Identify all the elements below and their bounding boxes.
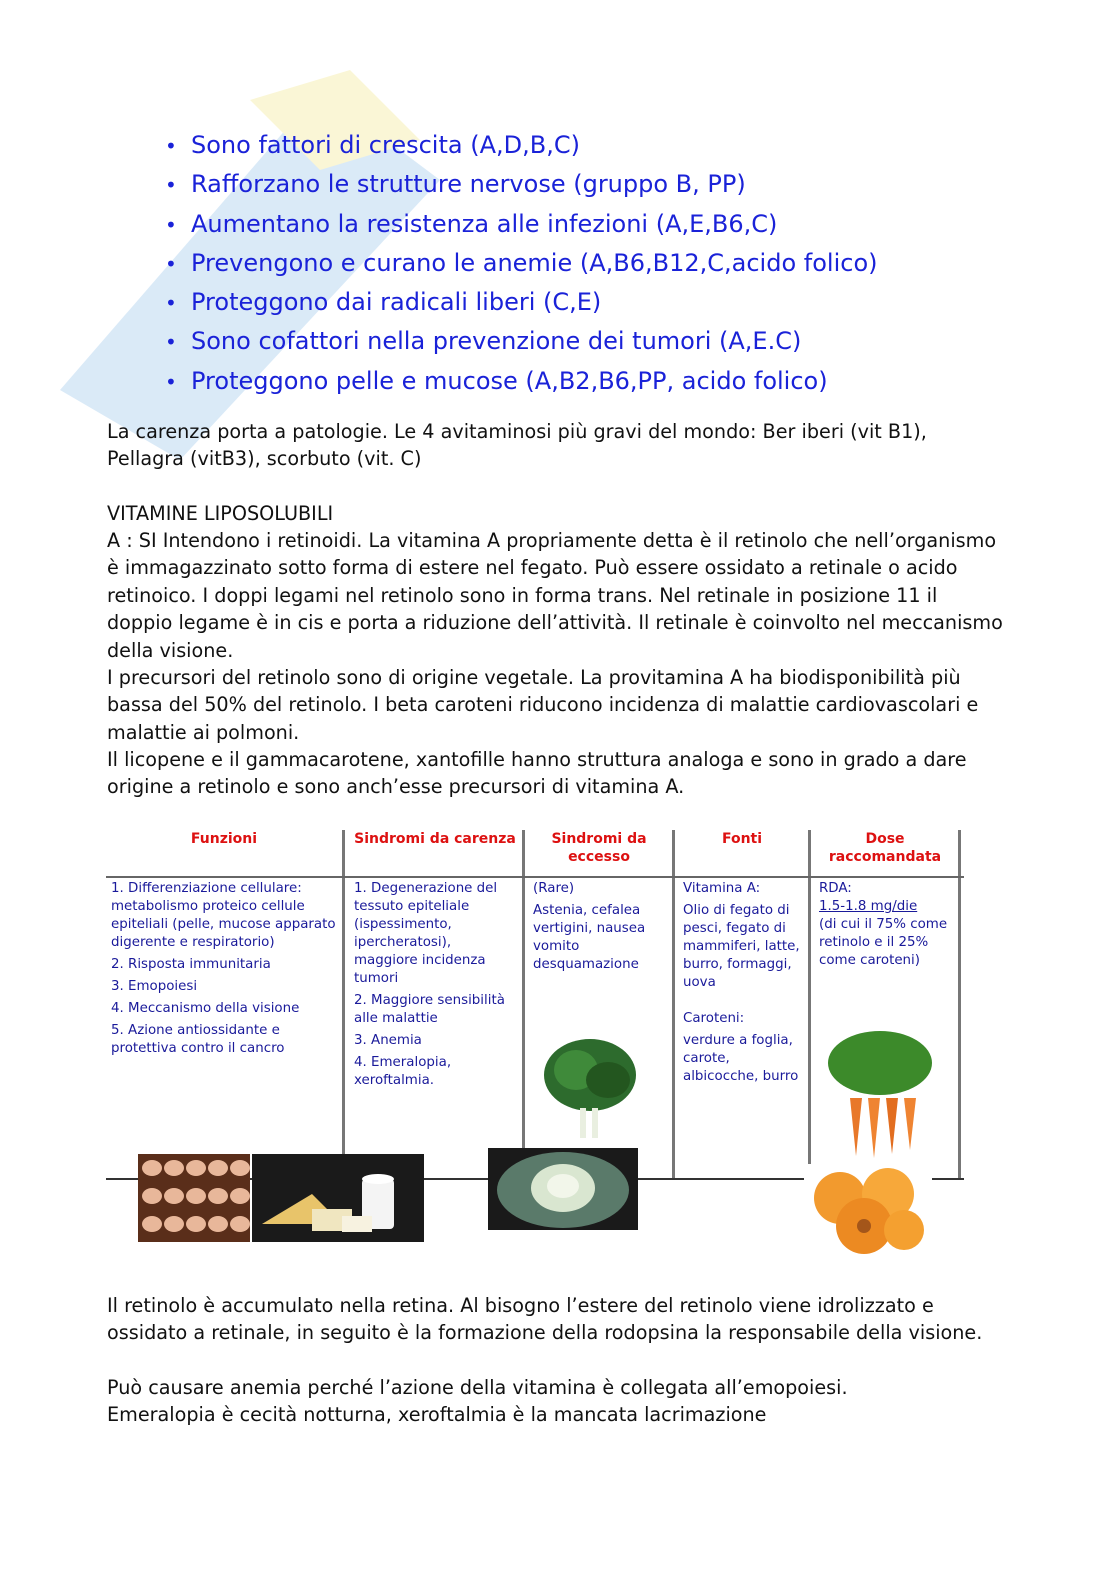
- bullet-dot: •: [165, 251, 177, 276]
- dose-item: 1.5-1.8 mg/die: [819, 899, 918, 914]
- column-divider: [672, 830, 675, 1180]
- funzioni-item: 2. Risposta immunitaria: [111, 957, 271, 972]
- precursors-paragraph: I precursori del retinolo sono di origine vegetale. La provitamina A ha biodisponibilità più bassa del 50% del retinolo. I beta caroteni riducono incidenza di malattie cardiovascolari e malattie ai polmoni.: [107, 666, 979, 744]
- eccesso-item: (Rare): [533, 881, 575, 896]
- bullet-item: [165, 362, 877, 401]
- bullet-text: Proteggono dai radicali liberi (C,E): [191, 288, 602, 317]
- fonti-item: verdure a foglia, carote, albicocche, burro: [683, 1033, 799, 1084]
- cell-fonti: [683, 880, 805, 1090]
- bullet-dot: •: [165, 212, 177, 237]
- bullet-item: [165, 322, 877, 361]
- bullet-dot: •: [165, 369, 177, 394]
- funzioni-item: 1. Differenziazione cellulare: metabolismo proteico cellule epiteliali (pelle, mucose apparato digerente e respiratorio): [111, 881, 336, 950]
- bullet-text: Sono cofattori nella prevenzione dei tumori (A,E.C): [191, 327, 802, 356]
- anemia-paragraph: Può causare anemia perché l’azione della vitamina è collegata all’emopoiesi.: [107, 1376, 848, 1399]
- bullet-text: Proteggono pelle e mucose (A,B2,B6,PP, acido folico): [191, 366, 828, 395]
- emeralopia-paragraph: Emeralopia è cecità notturna, xeroftalmia è la mancata lacrimazione: [107, 1403, 767, 1426]
- funzioni-item: 5. Azione antiossidante e protettiva contro il cancro: [111, 1023, 285, 1056]
- lycopene-paragraph: Il licopene e il gammacarotene, xantofille hanno struttura analoga e sono in grado a dare origine a retinolo e sono anch’esse precursori di vitamina A.: [107, 748, 967, 799]
- dose-item: RDA:: [819, 881, 852, 896]
- bullet-text: Rafforzano le strutture nervose (gruppo B, PP): [191, 170, 746, 199]
- vitamin-benefits-list: [165, 126, 877, 401]
- eccesso-item: Astenia, cefalea vertigini, nausea vomito desquamazione: [533, 903, 646, 972]
- bullet-dot: •: [165, 330, 177, 355]
- header-dose: Dose raccomandata: [828, 831, 942, 865]
- carenza-item: 3. Anemia: [354, 1033, 422, 1048]
- bullet-dot: •: [165, 173, 177, 198]
- column-divider: [342, 830, 345, 1180]
- column-divider: [958, 830, 961, 1180]
- column-divider: [808, 830, 811, 1180]
- bullet-text: Aumentano la resistenza alle infezioni (A,E,B6,C): [191, 209, 778, 238]
- header-eccesso: Sindromi da eccesso: [551, 831, 647, 865]
- eggs-image: [138, 1154, 250, 1242]
- bullet-item: [165, 244, 877, 283]
- dairy-image: [252, 1154, 424, 1242]
- vitamin-a-paragraph: A : SI Intendono i retinoidi. La vitamina A propriamente detta è il retinolo che nell’organismo è immagazzinato sotto forma di estere nel fegato. Può essere ossidato a retinale o acido retinoico. I doppi legami nel retinolo sono in forma trans. Nel retinale in posizione 11 il doppio legame è in cis e porta a riduzione dell’attività. Il retinale è coinvolto nel meccanismo della visione.: [107, 529, 1003, 662]
- header-funzioni: Funzioni: [190, 831, 258, 847]
- header-carenza: Sindromi da carenza: [354, 831, 516, 847]
- carenza-item: 1. Degenerazione del tessuto epiteliale (ispessimento, ipercheratosi), maggiore incidenza tumori: [354, 881, 498, 986]
- bullet-text: Prevengono e curano le anemie (A,B6,B12,C,acido folico): [191, 248, 878, 277]
- bullet-text: Sono fattori di crescita (A,D,B,C): [191, 131, 580, 159]
- bullet-item: [165, 283, 877, 322]
- avitaminosis-paragraph: La carenza porta a patologie. Le 4 avitaminosi più gravi del mondo: Ber iberi (vit B1), Pellagra (vitB3), scorbuto (vit. C): [107, 420, 927, 471]
- funzioni-item: 4. Meccanismo della visione: [111, 1001, 300, 1016]
- bullet-dot: •: [165, 134, 177, 158]
- header-divider: [106, 876, 964, 878]
- bullet-dot: •: [165, 291, 177, 316]
- bullet-item: [165, 165, 877, 204]
- dose-item: (di cui il 75% come retinolo e il 25% come caroteni): [819, 917, 948, 968]
- fonti-item: Vitamina A:: [683, 881, 761, 896]
- carrots-image: [820, 1028, 940, 1160]
- column-divider: [522, 830, 525, 1180]
- fonti-item: Olio di fegato di pesci, fegato di mammiferi, latte, burro, formaggi, uova: [683, 903, 800, 990]
- retinol-paragraph: Il retinolo è accumulato nella retina. Al bisogno l’estere del retinolo viene idrolizzato e ossidato a retinale, in seguito è la formazione della rodopsina la responsabile della visione.: [107, 1294, 983, 1345]
- cabbage-image: [488, 1148, 638, 1230]
- cell-dose: [819, 880, 955, 974]
- bullet-item: [165, 205, 877, 244]
- bullet-item: [165, 126, 877, 165]
- header-fonti: Fonti: [721, 831, 763, 847]
- cell-eccesso: [533, 880, 669, 978]
- carenza-item: 2. Maggiore sensibilità alle malattie: [354, 993, 505, 1026]
- apricots-image: [804, 1164, 932, 1256]
- carenza-item: 4. Emeralopia, xeroftalmia.: [354, 1055, 452, 1088]
- funzioni-item: 3. Emopoiesi: [111, 979, 198, 994]
- fonti-item: Caroteni:: [683, 1011, 745, 1026]
- leafy-greens-image: [540, 1030, 642, 1142]
- section-title: VITAMINE LIPOSOLUBILI: [107, 502, 334, 525]
- cell-funzioni: [111, 880, 339, 1062]
- cell-carenza: [354, 880, 518, 1094]
